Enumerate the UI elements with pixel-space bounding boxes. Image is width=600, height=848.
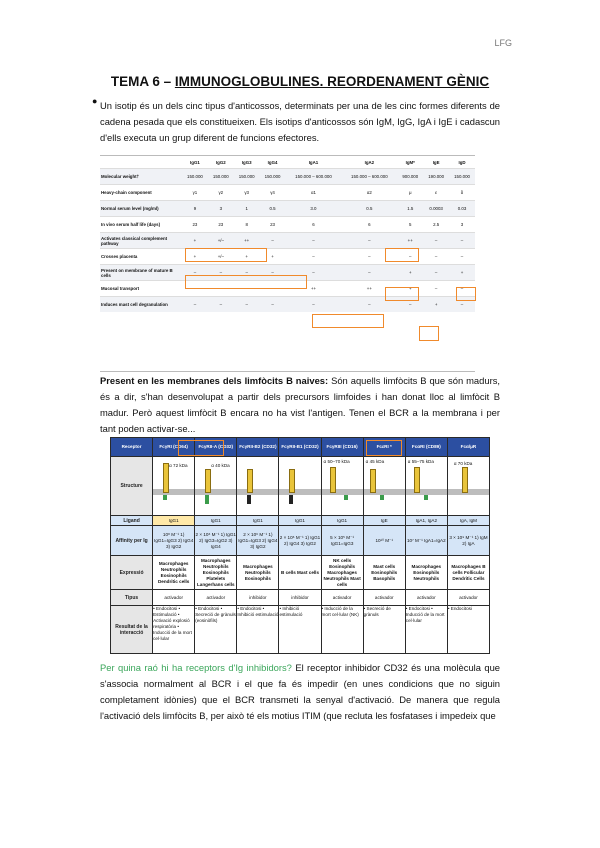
cell: –: [341, 297, 397, 313]
paragraph-bold-lead: Present en les membranes dels limfòcits B naives:: [100, 375, 329, 386]
cell: 1.5: [397, 201, 423, 217]
cell: 150.000 – 600.000: [286, 169, 342, 185]
cell: –: [286, 265, 342, 281]
cell: 10⁸ M⁻¹ 1) IgG1=IgG3 2) IgG4 3) IgG2: [153, 526, 195, 556]
cell: inhibidor: [237, 590, 279, 606]
cell: γ1: [192, 190, 198, 195]
cell: +: [245, 254, 248, 259]
title-underlined: IMMUNOGLOBULINES. REORDENAMENT GÈNIC: [174, 74, 490, 89]
cell: ++: [397, 233, 423, 249]
col-header: IgM*: [397, 156, 423, 169]
cell: 150.000: [449, 169, 475, 185]
cell: –: [449, 297, 475, 313]
cell: +: [423, 297, 449, 313]
cell: 3: [208, 201, 234, 217]
cell: 23: [192, 222, 198, 227]
cell: –: [368, 254, 371, 259]
result-row: [111, 606, 490, 654]
cell: 0.0003: [423, 201, 449, 217]
table-row: [100, 169, 475, 185]
highlight-box: [385, 248, 419, 262]
cell: • Endocitosi • Estimulació • Activació explosió respiratòria • Inducció de la mort cel·lular: [153, 606, 195, 654]
col-header: IgE: [423, 156, 449, 169]
row-label: Tipus: [111, 590, 153, 606]
fc-header-row: [111, 438, 490, 457]
cell: 8: [245, 222, 248, 227]
cell: IgE: [363, 516, 405, 526]
cell: γ2: [218, 190, 224, 195]
cell: –: [245, 286, 248, 291]
cell: 150.000: [182, 169, 208, 185]
cell: activador: [363, 590, 405, 606]
cell: 2 × 10⁶ M⁻¹ 1) IgG1=IgG3 2) IgG4 3) IgG2: [237, 526, 279, 556]
cell: ++: [366, 286, 372, 291]
cell: 150.000: [234, 169, 260, 185]
bullet-icon: ●: [92, 96, 98, 106]
structure-note: α 70 kDa: [453, 461, 473, 466]
row-label: Activates classical complement pathway: [100, 233, 182, 249]
cell: –: [341, 233, 397, 249]
cell: 10¹⁰ M⁻¹: [363, 526, 405, 556]
col-header: [100, 156, 182, 169]
row-label: Molecular weight†: [100, 169, 182, 185]
receptor-structure-diagram: [405, 457, 447, 516]
cell: Macrophages Neutrophils Eosinophils: [237, 556, 279, 590]
fc-receptor-table: [110, 437, 490, 650]
cell: ++: [310, 286, 317, 291]
col-header: FcγRII-B1 (CD32): [279, 438, 321, 457]
cell: –: [286, 233, 342, 249]
cell: –: [460, 254, 464, 259]
header-initials: LFG: [494, 38, 512, 48]
highlight-box: [312, 314, 384, 328]
row-label: Mucosal transport: [101, 286, 140, 291]
cell: –: [434, 254, 438, 259]
col-header: FcαRI (CD89): [405, 438, 447, 457]
cell: –: [182, 297, 208, 313]
cell: inhibidor: [279, 590, 321, 606]
cell: IgG1: [279, 516, 321, 526]
cell: μ: [408, 190, 412, 195]
cell: 150.000 – 600.000: [341, 169, 397, 185]
receptor-structure-diagram: [279, 457, 321, 516]
cell: IgA1, IgA2: [405, 516, 447, 526]
cell: +/–: [217, 254, 224, 259]
cell: –: [286, 297, 342, 313]
row-label: Expressió: [111, 556, 153, 590]
highlight-box: [366, 440, 402, 456]
cell: –: [208, 297, 234, 313]
cell: –: [219, 286, 223, 291]
cell: B cells Mast cells: [279, 556, 321, 590]
cell: γ4: [270, 190, 275, 195]
cell: 2.5: [433, 222, 440, 227]
cell: –: [234, 297, 260, 313]
receptor-structure-diagram: [321, 457, 363, 516]
cell: –: [409, 254, 412, 259]
cell: • Secreció de grànuls: [363, 606, 405, 654]
col-header: FcγRII-A (CD32): [195, 438, 237, 457]
cell: IgG1: [195, 516, 237, 526]
cell: –: [208, 265, 234, 281]
row-label: In vivo serum half life (days): [101, 222, 161, 227]
cell: IgG1: [153, 516, 195, 526]
cell: +: [182, 233, 208, 249]
highlight-box: [185, 248, 267, 262]
cell: 900.000: [397, 169, 423, 185]
paragraph-text: El receptor inhibidor CD32 és una molècula que s'associa normalment al BCR i el que fa és impedir (en unes condicions que no siguin completament idònies) que el BCR transmeti la senyal d'activació. De manera que regula l'activació dels limfòcits B, per això té els motius ITIM (que recluta les fosfatases i impedeix que: [100, 662, 500, 721]
cell: –: [260, 233, 286, 249]
highlight-box: [456, 287, 476, 301]
cell: Macrophages Neutrophils Eosinophils Dendritic cells: [153, 556, 195, 590]
cell: • Inhibició estimulació: [279, 606, 321, 654]
cell: 150.000: [260, 169, 286, 185]
row-label: Normal serum level (mg/ml): [100, 201, 182, 217]
cell: –: [182, 265, 208, 281]
cell: Macrophages B cells Follicular Dendritic Cells: [447, 556, 489, 590]
cell: 0.5: [260, 201, 286, 217]
cell: –: [423, 233, 449, 249]
cell: 3 × 10⁹ M⁻¹ 1) IgM 2) IgA: [447, 526, 489, 556]
cell: 150.000: [208, 169, 234, 185]
table-row: [100, 185, 475, 201]
title-prefix: TEMA 6 –: [110, 74, 175, 89]
receptor-structure-diagram: [363, 457, 405, 516]
cell: –: [193, 286, 197, 291]
row-label: Crosses placenta: [101, 254, 138, 259]
cell: 6: [312, 222, 315, 227]
cell: –: [271, 286, 274, 291]
row-label: Structure: [111, 457, 153, 516]
ligand-row: [111, 516, 490, 526]
highlight-box: [385, 287, 419, 301]
col-header: IgG3: [234, 156, 260, 169]
isotype-table-header: [100, 156, 475, 169]
cell: γ3: [244, 190, 249, 195]
cell: IgA, IgM: [447, 516, 489, 526]
cell: 5 × 10⁵ M⁻¹ IgG1=IgG3: [321, 526, 363, 556]
cell: –: [460, 286, 464, 291]
col-header: IgG2: [208, 156, 234, 169]
row-label: Resultat de la interacció: [111, 606, 153, 654]
col-header: IgA1: [286, 156, 342, 169]
col-header: Receptor: [111, 438, 153, 457]
cell: –: [312, 254, 315, 259]
col-header: IgA2: [341, 156, 397, 169]
cell: 0.03: [449, 201, 475, 217]
col-header: Fcα/μR: [447, 438, 489, 457]
page-title: [0, 74, 600, 89]
cell: Macrophages Eosinophils Neutrophils: [405, 556, 447, 590]
cell: α1: [310, 190, 316, 195]
highlight-box: [178, 440, 224, 456]
cell: 190.000: [423, 169, 449, 185]
affinity-row: [111, 526, 490, 556]
cell: Mast cells Eosinophils Basophils: [363, 556, 405, 590]
col-header: FcγRIII (CD16): [321, 438, 363, 457]
expression-row: [111, 556, 490, 590]
row-label: Heavy-chain component: [101, 190, 152, 195]
receptor-structure-diagram: [237, 457, 279, 516]
col-header: IgD: [449, 156, 475, 169]
cell: 23: [270, 222, 275, 227]
cell: +: [449, 265, 475, 281]
row-label: Affinity per Ig: [111, 526, 153, 556]
structure-note: α 45 kDa: [365, 459, 385, 464]
col-header: FcγRII-B2 (CD32): [237, 438, 279, 457]
row-label: Induces mast cell degranulation: [100, 297, 182, 313]
cell: 23: [218, 222, 224, 227]
cell: –: [260, 297, 286, 313]
cell: –: [234, 265, 260, 281]
cell: 2 × 10⁶ M⁻¹ 1) IgG1 2) IgG3=IgG2 3) IgG4: [195, 526, 237, 556]
cell: ε: [435, 190, 438, 195]
structure-note: α 50–70 kDa: [323, 459, 350, 464]
col-header: IgG1: [182, 156, 208, 169]
receptor-structure-diagram: [153, 457, 195, 516]
paragraph-question: Per quina raó hi ha receptors d'Ig inhibidors?: [100, 662, 292, 673]
cell: +: [408, 286, 412, 291]
cell: IgG1: [237, 516, 279, 526]
naive-b-cells-paragraph: [100, 373, 500, 437]
cell: • Inducció de la mort cel·lular (NK): [321, 606, 363, 654]
cell: –: [423, 265, 449, 281]
cell: –: [260, 265, 286, 281]
cell: 3: [460, 222, 464, 227]
cell: • Endocitosi • Inhibició estimulació: [237, 606, 279, 654]
cell: • Endocitosi: [447, 606, 489, 654]
table-row: [100, 233, 475, 249]
cell: +: [271, 254, 274, 259]
cell: –: [397, 297, 423, 313]
paragraph-text: Són aquells limfòcits B que són madurs, és a dir, s'han desenvolupat a partir dels precursors limfoides i han donat lloc al limfòcit B madur. Però aquest limfòcit B encara no ha vist l'antigen. Tenen el BCR a la membrana i per tant poden activar-se...: [100, 375, 500, 434]
row-label: Ligand: [111, 516, 153, 526]
highlight-box: [185, 275, 307, 289]
cell: 6: [368, 222, 371, 227]
row-label: Present on membrane of mature B cells: [100, 265, 182, 281]
cell: 0.5: [341, 201, 397, 217]
cell: NK cells Eosinophils Macrophages Neutrophils Mast cells: [321, 556, 363, 590]
cell: δ: [460, 190, 464, 195]
col-header: FcγRI (CD64): [153, 438, 195, 457]
tipus-row: [111, 590, 490, 606]
isotype-table: [100, 155, 475, 372]
receptor-structure-diagram: [447, 457, 489, 516]
cell: 1: [234, 201, 260, 217]
cell: activador: [195, 590, 237, 606]
cell: activador: [321, 590, 363, 606]
cell: +: [397, 265, 423, 281]
intro-paragraph: Un isotip és un dels cinc tipus d'anticossos, determinats per una de les cinc formes diferents de cadena pesada que els constitueixen. Els isotips d'anticossos són IgM, IgG, IgA i IgE i cadascun d'ells executa un grup diferent de funcions efectores.: [100, 100, 500, 143]
col-header: FcεRI *: [363, 438, 405, 457]
structure-note: α 40 kDa: [211, 463, 230, 468]
cell: IgG1: [321, 516, 363, 526]
cell: +: [193, 254, 197, 259]
cell: activador: [405, 590, 447, 606]
cell: –: [341, 265, 397, 281]
cell: +/–: [208, 233, 234, 249]
col-header: IgG4: [260, 156, 286, 169]
table-row: [100, 201, 475, 217]
cell: 10⁷ M⁻¹ IgA1=IgA2: [405, 526, 447, 556]
inhibitory-receptors-paragraph: [100, 660, 500, 724]
structure-note: α 55–75 kDa: [407, 459, 434, 464]
structure-row: [111, 457, 490, 516]
cell: • Endocitosi • Secreció de grànuls (eosinòfils): [195, 606, 237, 654]
cell: Macrophages Neutrophils Eosinophils Platelets Langerhans cells: [195, 556, 237, 590]
cell: –: [434, 286, 438, 291]
cell: 9: [182, 201, 208, 217]
receptor-structure-diagram: [195, 457, 237, 516]
cell: α2: [366, 190, 372, 195]
cell: 3.0: [286, 201, 342, 217]
cell: –: [449, 233, 475, 249]
cell: • Endocitosi • Inducció de la mort cel·lular: [405, 606, 447, 654]
cell: ++: [234, 233, 260, 249]
cell: activador: [153, 590, 195, 606]
cell: 5: [409, 222, 412, 227]
cell: activador: [447, 590, 489, 606]
cell: 2 × 10⁶ M⁻¹ 1) IgG1 2) IgG4 3) IgG2: [279, 526, 321, 556]
structure-note: α 72 kDa: [169, 463, 188, 468]
highlight-box: [419, 326, 439, 341]
table-row: [100, 217, 475, 233]
